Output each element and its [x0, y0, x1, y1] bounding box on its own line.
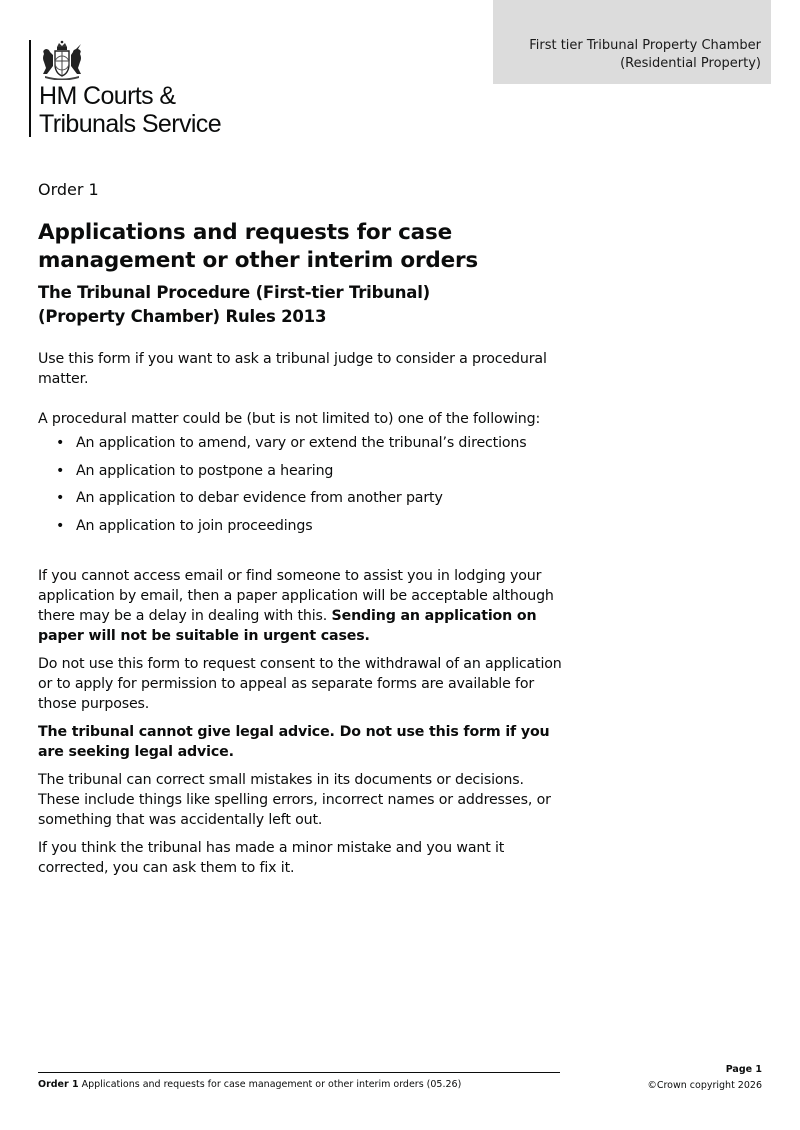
- logo-line-2: Tribunals Service: [39, 110, 221, 138]
- document-body: [38, 178, 563, 886]
- paper-application-text: If you cannot access email or find someone to assist you in lodging your application by email, then a paper application will be acceptable although there may be a delay in dealing with this.: [38, 567, 554, 624]
- legal-advice-warning: [38, 722, 563, 762]
- withdrawal-paragraph: Do not use this form to request consent to the withdrawal of an application or to apply for permission to appeal as separate forms are available for those purposes.: [38, 655, 562, 712]
- order-label: Order 1: [38, 180, 99, 199]
- footer-divider: [38, 1072, 560, 1073]
- subtitle-line-1: The Tribunal Procedure (First-tier Tribunal): [38, 283, 431, 302]
- hmcts-logo: [29, 40, 221, 137]
- chamber-subtitle: (Residential Property): [620, 56, 761, 71]
- title-line-1: Applications and requests for case: [38, 220, 452, 245]
- footer-form-info: [38, 1078, 461, 1092]
- subtitle-line-2: (Property Chamber) Rules 2013: [38, 307, 327, 326]
- legal-advice-text: The tribunal cannot give legal advice. Do not use this form if you are seeking legal advice.: [38, 723, 550, 760]
- list-item: • An application to debar evidence from another party: [56, 488, 563, 508]
- paper-application-warning: Sending an application on paper will not be suitable in urgent cases.: [38, 607, 537, 644]
- footer-page-info: [647, 1062, 762, 1094]
- footer-form-description: Applications and requests for case management or other interim orders (05.26): [81, 1079, 462, 1090]
- procedural-matters-list: [56, 433, 563, 536]
- list-item: • An application to amend, vary or extend the tribunal’s directions: [56, 433, 563, 453]
- list-item: • An application to join proceedings: [56, 516, 563, 536]
- logo-text: [39, 82, 221, 138]
- logo-line-1: HM Courts &: [39, 82, 176, 110]
- list-intro: A procedural matter could be (but is not limited to) one of the following:: [38, 411, 541, 427]
- chamber-name: First tier Tribunal Property Chamber: [529, 38, 761, 53]
- page-title: [38, 219, 563, 275]
- page-number: Page 1: [725, 1064, 762, 1075]
- intro-paragraph: Use this form if you want to ask a tribunal judge to consider a procedural matter.: [38, 351, 547, 387]
- page-subtitle: [38, 281, 563, 329]
- footer-form-code: Order 1: [38, 1079, 79, 1090]
- paper-application-paragraph: [38, 566, 563, 646]
- list-item: • An application to postpone a hearing: [56, 461, 563, 481]
- title-line-2: management or other interim orders: [38, 248, 478, 273]
- minor-mistake-paragraph: If you think the tribunal has made a minor mistake and you want it corrected, you can ask them to fix it.: [38, 839, 505, 876]
- copyright-notice: ©Crown copyright 2026: [647, 1080, 762, 1091]
- royal-coat-of-arms-icon: [39, 40, 85, 80]
- corrections-paragraph: The tribunal can correct small mistakes in its documents or decisions. These include things like spelling errors, incorrect names or addresses, or something that was accidentally left out.: [38, 771, 551, 828]
- chamber-banner: [493, 0, 771, 84]
